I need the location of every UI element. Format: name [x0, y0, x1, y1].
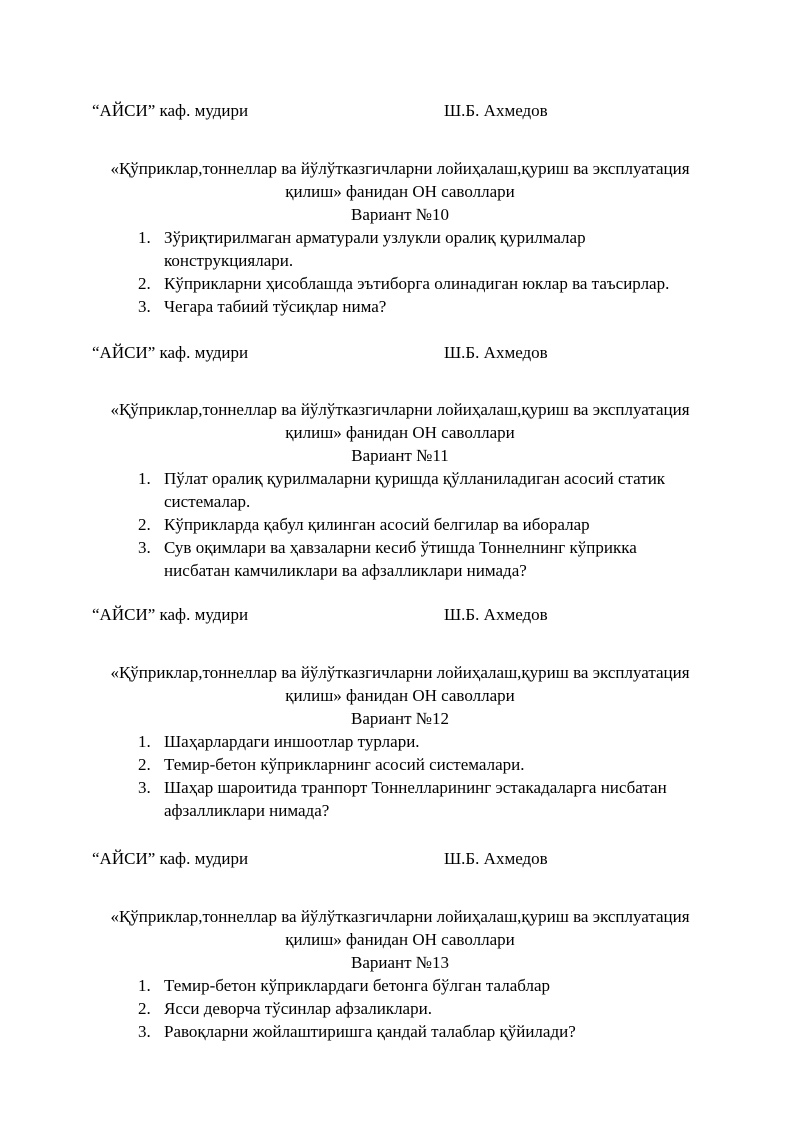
subject-title-line: «Қўприклар,тоннеллар ва йўлўтказгичларни лойиҳалаш,қуриш ва эксплуатация	[110, 663, 690, 682]
variant-label: Вариант №10	[350, 205, 450, 224]
variant-block	[0, 398, 800, 582]
head-name: Ш.Б. Ахмедов	[444, 101, 548, 120]
head-name: Ш.Б. Ахмедов	[444, 849, 548, 868]
question-item	[0, 513, 800, 536]
question-list	[0, 467, 800, 582]
question-text: Зўриқтирилмаган арматурали узлукли оралиқ қурилмалар	[164, 228, 586, 247]
question-item	[0, 974, 800, 997]
question-item	[0, 226, 800, 272]
subject-title-line: қилиш» фанидан ОН саволлари	[285, 423, 515, 442]
question-text: Равоқларни жойлаштиришга қандай талаблар қўйилади?	[164, 1022, 576, 1041]
department-head-label: “АЙСИ” каф. мудири	[92, 101, 249, 120]
variant-label: Вариант №12	[350, 709, 450, 728]
question-text: системалар.	[164, 492, 251, 511]
signature-line	[0, 341, 800, 364]
question-text: Сув оқимлари ва ҳавзаларни кесиб ўтишда Тоннелнинг кўприкка	[164, 538, 637, 557]
question-text: афзалликлари нимада?	[164, 801, 330, 820]
question-text: Темир-бетон кўприклардаги бетонга бўлган талаблар	[164, 976, 551, 995]
question-number: 2.	[138, 274, 151, 293]
subject-title-line: қилиш» фанидан ОН саволлари	[285, 686, 515, 705]
question-text: Кўприкларни ҳисоблашда эътиборга олинадиган юклар ва таъсирлар.	[164, 274, 670, 293]
question-list	[0, 226, 800, 318]
question-number: 3.	[138, 778, 151, 797]
question-item	[0, 295, 800, 318]
question-text: Ясси деворча тўсинлар афзаликлари.	[164, 999, 432, 1018]
subject-title-line: «Қўприклар,тоннеллар ва йўлўтказгичларни лойиҳалаш,қуриш ва эксплуатация	[110, 159, 690, 178]
question-text: нисбатан камчиликлари ва афзалликлари нимада?	[164, 561, 527, 580]
head-name: Ш.Б. Ахмедов	[444, 605, 548, 624]
question-number: 1.	[138, 469, 151, 488]
subject-title-line: қилиш» фанидан ОН саволлари	[285, 930, 515, 949]
head-name: Ш.Б. Ахмедов	[444, 343, 548, 362]
department-head-label: “АЙСИ” каф. мудири	[92, 605, 249, 624]
signature-line	[0, 603, 800, 626]
question-list	[0, 974, 800, 1043]
subject-title	[0, 157, 800, 203]
subject-title-line: «Қўприклар,тоннеллар ва йўлўтказгичларни лойиҳалаш,қуриш ва эксплуатация	[110, 907, 690, 926]
question-item	[0, 776, 800, 822]
question-number: 1.	[138, 976, 151, 995]
question-item	[0, 536, 800, 582]
question-item	[0, 272, 800, 295]
variant-block	[0, 661, 800, 822]
question-text: Кўприкларда қабул қилинган асосий белгилар ва иборалар	[164, 515, 590, 534]
question-item	[0, 467, 800, 513]
variant-block	[0, 157, 800, 318]
question-number: 2.	[138, 515, 151, 534]
question-text: Шаҳарлардаги иншоотлар турлари.	[164, 732, 420, 751]
question-item	[0, 730, 800, 753]
signature-line	[0, 847, 800, 870]
subject-title	[0, 398, 800, 444]
variant-label: Вариант №13	[350, 953, 450, 972]
question-item	[0, 1020, 800, 1043]
variant-label: Вариант №11	[351, 446, 449, 465]
department-head-label: “АЙСИ” каф. мудири	[92, 343, 249, 362]
question-item	[0, 997, 800, 1020]
subject-title	[0, 905, 800, 951]
question-number: 1.	[138, 228, 151, 247]
question-text: Темир-бетон кўприкларнинг асосий системалари.	[164, 755, 525, 774]
question-number: 3.	[138, 538, 151, 557]
subject-title-line: қилиш» фанидан ОН саволлари	[285, 182, 515, 201]
question-number: 2.	[138, 755, 151, 774]
subject-title	[0, 661, 800, 707]
signature-line	[0, 99, 800, 122]
department-head-label: “АЙСИ” каф. мудири	[92, 849, 249, 868]
question-text: Чегара табиий тўсиқлар нима?	[164, 297, 387, 316]
question-text: конструкциялари.	[164, 251, 294, 270]
question-number: 2.	[138, 999, 151, 1018]
subject-title-line: «Қўприклар,тоннеллар ва йўлўтказгичларни лойиҳалаш,қуриш ва эксплуатация	[110, 400, 690, 419]
question-number: 3.	[138, 297, 151, 316]
question-list	[0, 730, 800, 822]
question-text: Пўлат оралиқ қурилмаларни қуришда қўлланиладиган асосий статик	[164, 469, 666, 488]
variant-block	[0, 905, 800, 1043]
question-item	[0, 753, 800, 776]
question-text: Шаҳар шароитида транпорт Тоннелларининг эстакадаларга нисбатан	[164, 778, 667, 797]
question-number: 3.	[138, 1022, 151, 1041]
question-number: 1.	[138, 732, 151, 751]
